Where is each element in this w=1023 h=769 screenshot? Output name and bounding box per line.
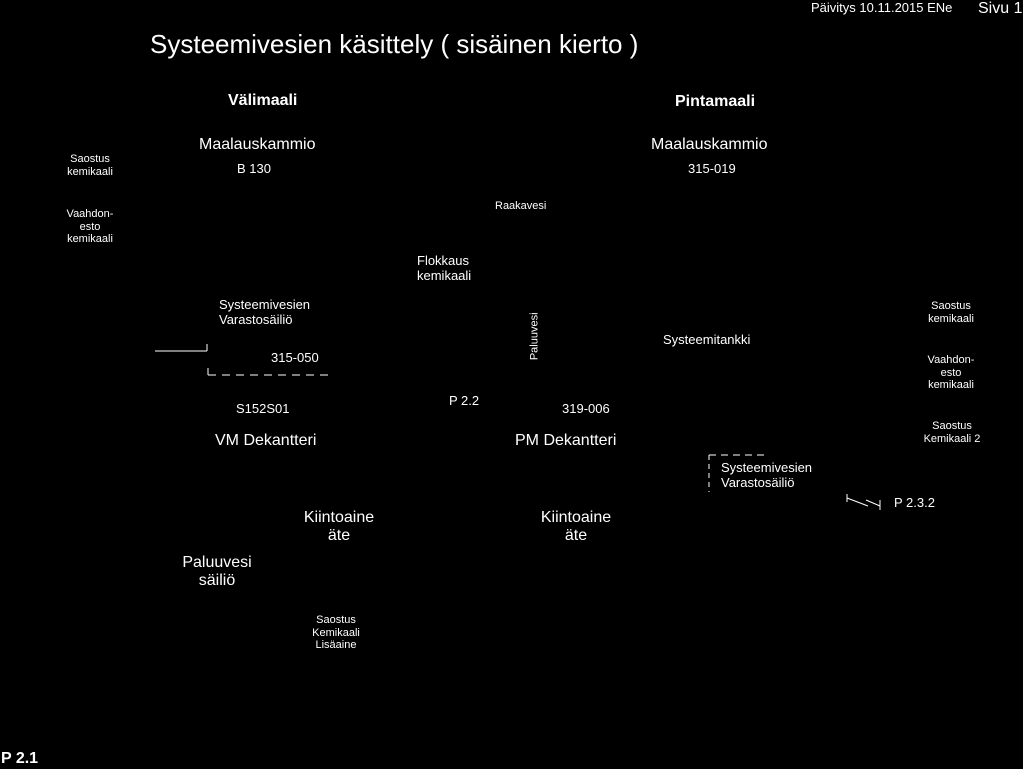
right-saostus-kemikaali-2: Saostus Kemikaali 2 [923,420,981,445]
right-booth-code: 315-019 [688,161,736,176]
storage-tank-name: Systeemivesien Varastosäiliö [219,297,311,327]
p22-label: P 2.2 [449,393,480,408]
left-vaahdonesto-kemikaali: Vaahdon- esto kemikaali [66,208,114,246]
pm-decanter-name: PM Dekantteri [515,432,617,449]
paluuvesi-sailio: Paluuvesi säiliö [182,554,252,590]
right-booth-name: Maalauskammio [651,136,768,153]
page-number: Sivu 1 [978,0,1023,17]
p232-label: P 2.3.2 [894,495,935,510]
left-kiintoaine: Kiintoaine äte [303,509,375,545]
systeemitankki-label: Systeemitankki [663,332,751,347]
vm-decanter-code: S152S01 [236,401,290,416]
right-vaahdonesto-kemikaali: Vaahdon- esto kemikaali [927,354,975,392]
left-booth-name: Maalauskammio [199,136,316,153]
left-booth-code: B 130 [237,161,271,176]
page-id: P 2.1 [1,750,39,767]
section-pintamaali: Pintamaali [675,93,756,110]
diagram-title: Systeemivesien käsittely ( sisäinen kierto ) [150,29,639,59]
p232-arrow-head-a [866,500,880,506]
p232-arrow-line [847,498,868,506]
storage-tank-code: 315-050 [271,350,319,365]
section-valimaali: Välimaali [228,92,298,109]
left-saostus-kemikaali: Saostus kemikaali [67,153,113,178]
flokkaus-kemikaali: Flokkaus kemikaali [417,253,472,283]
right-storage-tank-name: Systeemivesien Varastosäiliö [721,460,813,490]
bottom-saostus-kemikaali-lisaaine: Saostus Kemikaali Lisäaine [312,614,360,652]
vm-decanter-name: VM Dekantteri [215,432,317,449]
update-date: Päivitys 10.11.2015 ENe [811,0,953,15]
paluuvesi-vertical-label: Paluuvesi [528,312,541,361]
raakavesi-label: Raakavesi [495,200,547,212]
pm-decanter-code: 319-006 [562,401,610,416]
right-saostus-kemikaali: Saostus kemikaali [928,300,974,325]
right-kiintoaine: Kiintoaine äte [540,509,612,545]
